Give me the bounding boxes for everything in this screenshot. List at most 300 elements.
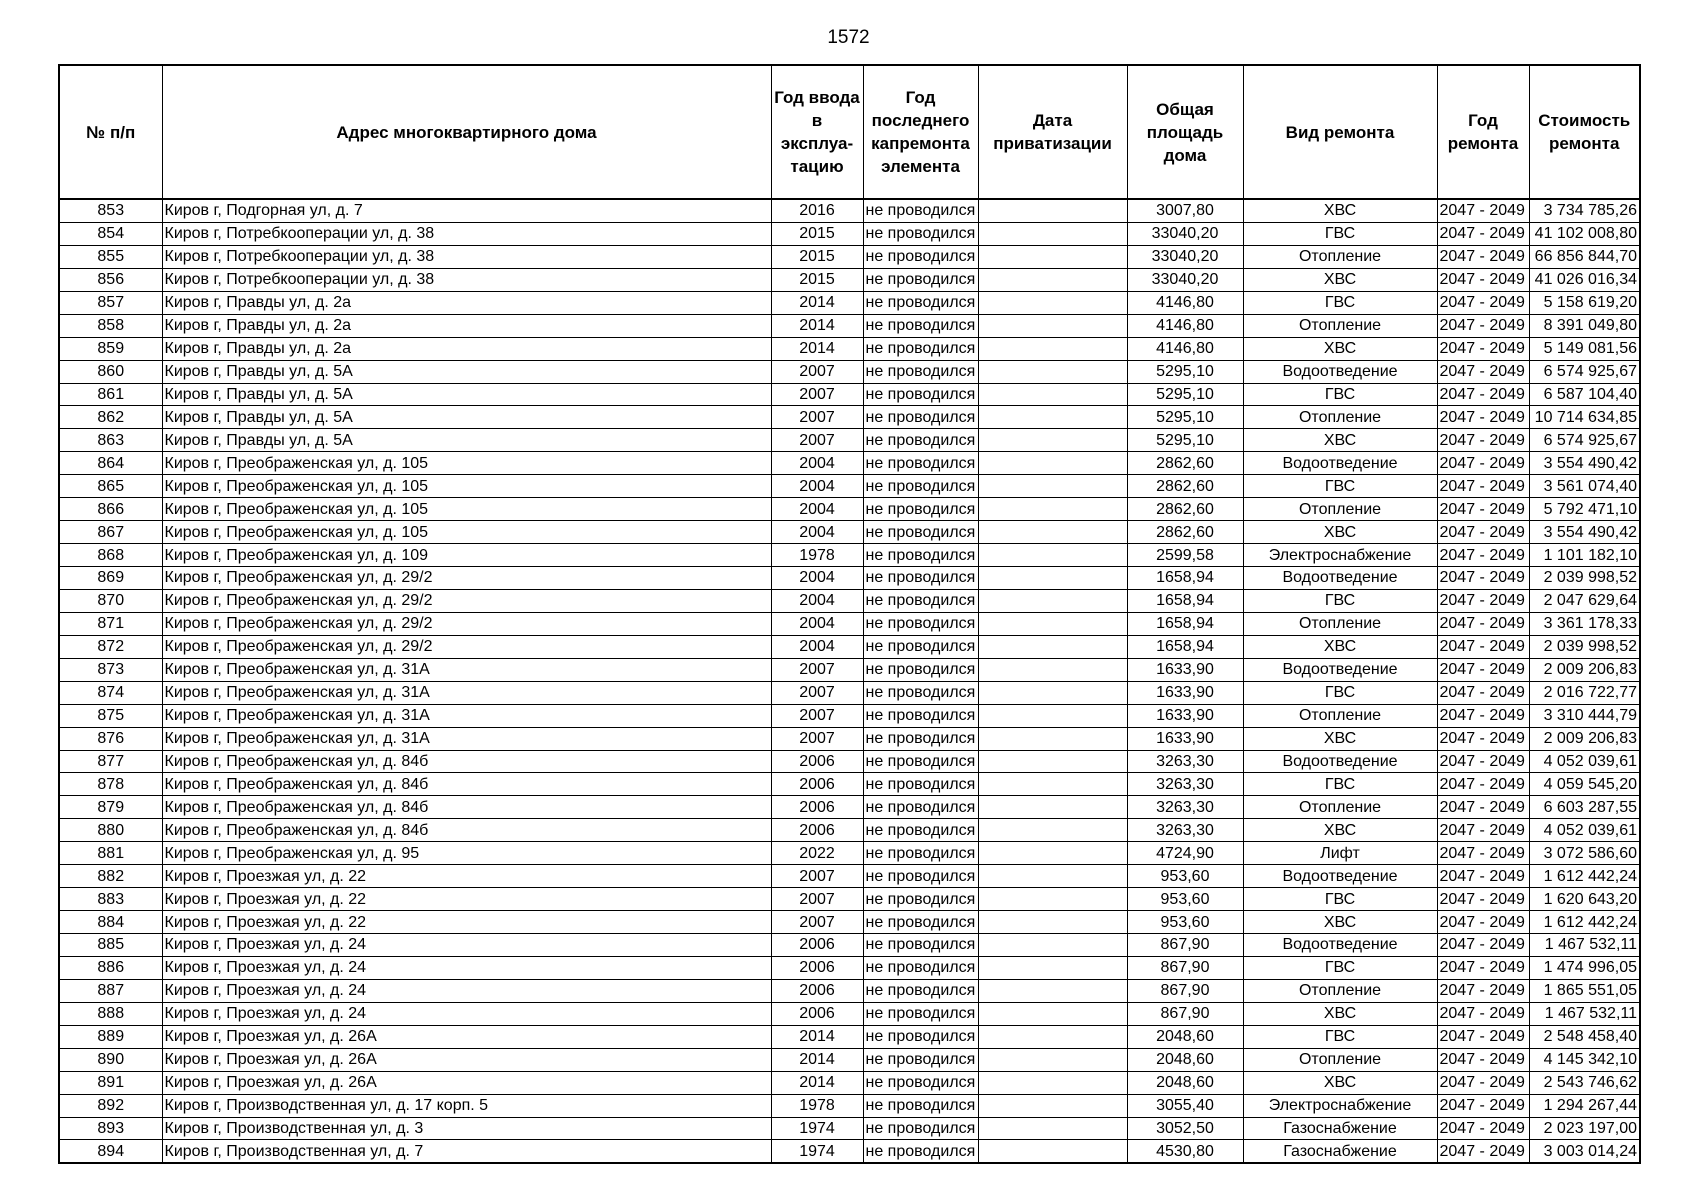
cell-privatization — [978, 796, 1127, 819]
cell-year-built: 1974 — [771, 1140, 863, 1163]
cell-last-repair: не проводился — [863, 658, 978, 681]
cell-address: Киров г, Производственная ул, д. 7 — [162, 1140, 771, 1163]
cell-address: Киров г, Правды ул, д. 2а — [162, 291, 771, 314]
cell-repair-type: Водоотведение — [1243, 934, 1437, 957]
cell-privatization — [978, 1002, 1127, 1025]
cell-cost: 3 310 444,79 — [1529, 704, 1640, 727]
cell-cost: 6 587 104,40 — [1529, 383, 1640, 406]
cell-last-repair: не проводился — [863, 199, 978, 222]
header-year-built: Год ввода в эксплуа-тацию — [771, 65, 863, 199]
cell-last-repair: не проводился — [863, 979, 978, 1002]
cell-repair-type: ХВС — [1243, 429, 1437, 452]
cell-privatization — [978, 1071, 1127, 1094]
cell-cost: 4 145 342,10 — [1529, 1048, 1640, 1071]
cell-num: 868 — [59, 544, 162, 567]
cell-last-repair: не проводился — [863, 704, 978, 727]
cell-cost: 4 052 039,61 — [1529, 750, 1640, 773]
cell-repair-period: 2047 - 2049 — [1437, 268, 1529, 291]
cell-address: Киров г, Проезжая ул, д. 24 — [162, 934, 771, 957]
cell-year-built: 2007 — [771, 704, 863, 727]
cell-area: 2048,60 — [1127, 1048, 1243, 1071]
cell-area: 33040,20 — [1127, 222, 1243, 245]
table-row — [59, 1117, 1640, 1140]
cell-area: 5295,10 — [1127, 383, 1243, 406]
table-row — [59, 612, 1640, 635]
table-row — [59, 589, 1640, 612]
cell-repair-type: ГВС — [1243, 1025, 1437, 1048]
cell-repair-type: ХВС — [1243, 199, 1437, 222]
cell-repair-period: 2047 - 2049 — [1437, 291, 1529, 314]
header-last-repair: Год последнего капремонта элемента — [863, 65, 978, 199]
cell-area: 5295,10 — [1127, 429, 1243, 452]
cell-cost: 1 101 182,10 — [1529, 544, 1640, 567]
cell-address: Киров г, Проезжая ул, д. 22 — [162, 865, 771, 888]
table-row — [59, 681, 1640, 704]
cell-last-repair: не проводился — [863, 452, 978, 475]
cell-cost: 2 047 629,64 — [1529, 589, 1640, 612]
cell-privatization — [978, 498, 1127, 521]
cell-area: 2599,58 — [1127, 544, 1243, 567]
cell-privatization — [978, 704, 1127, 727]
cell-privatization — [978, 819, 1127, 842]
cell-address: Киров г, Преображенская ул, д. 31А — [162, 704, 771, 727]
cell-address: Киров г, Проезжая ул, д. 22 — [162, 888, 771, 911]
cell-repair-type: Отопление — [1243, 979, 1437, 1002]
cell-area: 3055,40 — [1127, 1094, 1243, 1117]
table-row — [59, 222, 1640, 245]
cell-privatization — [978, 337, 1127, 360]
table-row — [59, 1140, 1640, 1163]
cell-area: 867,90 — [1127, 979, 1243, 1002]
cell-address: Киров г, Правды ул, д. 2а — [162, 337, 771, 360]
cell-year-built: 2006 — [771, 750, 863, 773]
cell-cost: 5 149 081,56 — [1529, 337, 1640, 360]
cell-repair-period: 2047 - 2049 — [1437, 589, 1529, 612]
cell-address: Киров г, Производственная ул, д. 3 — [162, 1117, 771, 1140]
cell-num: 890 — [59, 1048, 162, 1071]
cell-num: 874 — [59, 681, 162, 704]
cell-repair-type: Водоотведение — [1243, 750, 1437, 773]
cell-year-built: 2014 — [771, 337, 863, 360]
cell-address: Киров г, Преображенская ул, д. 95 — [162, 842, 771, 865]
cell-address: Киров г, Правды ул, д. 5А — [162, 360, 771, 383]
cell-address: Киров г, Проезжая ул, д. 24 — [162, 956, 771, 979]
table-body — [59, 199, 1640, 1163]
cell-area: 1658,94 — [1127, 612, 1243, 635]
cell-cost: 2 548 458,40 — [1529, 1025, 1640, 1048]
cell-last-repair: не проводился — [863, 383, 978, 406]
cell-repair-type: Газоснабжение — [1243, 1117, 1437, 1140]
cell-repair-period: 2047 - 2049 — [1437, 1048, 1529, 1071]
cell-privatization — [978, 727, 1127, 750]
cell-repair-period: 2047 - 2049 — [1437, 314, 1529, 337]
cell-address: Киров г, Преображенская ул, д. 105 — [162, 475, 771, 498]
cell-year-built: 2007 — [771, 888, 863, 911]
cell-year-built: 2006 — [771, 979, 863, 1002]
cell-address: Киров г, Преображенская ул, д. 29/2 — [162, 589, 771, 612]
cell-year-built: 2007 — [771, 383, 863, 406]
cell-address: Киров г, Правды ул, д. 2а — [162, 314, 771, 337]
cell-repair-period: 2047 - 2049 — [1437, 773, 1529, 796]
table-row — [59, 865, 1640, 888]
cell-repair-type: ХВС — [1243, 727, 1437, 750]
cell-year-built: 2004 — [771, 521, 863, 544]
cell-repair-period: 2047 - 2049 — [1437, 475, 1529, 498]
cell-year-built: 2004 — [771, 635, 863, 658]
cell-address: Киров г, Преображенская ул, д. 84б — [162, 750, 771, 773]
cell-num: 878 — [59, 773, 162, 796]
cell-repair-period: 2047 - 2049 — [1437, 360, 1529, 383]
cell-repair-period: 2047 - 2049 — [1437, 337, 1529, 360]
table-row — [59, 888, 1640, 911]
cell-cost: 1 612 442,24 — [1529, 911, 1640, 934]
cell-cost: 66 856 844,70 — [1529, 245, 1640, 268]
cell-area: 3263,30 — [1127, 819, 1243, 842]
cell-area: 1658,94 — [1127, 567, 1243, 590]
table-row — [59, 521, 1640, 544]
cell-num: 863 — [59, 429, 162, 452]
cell-repair-period: 2047 - 2049 — [1437, 727, 1529, 750]
cell-repair-period: 2047 - 2049 — [1437, 452, 1529, 475]
cell-num: 860 — [59, 360, 162, 383]
cell-num: 875 — [59, 704, 162, 727]
cell-year-built: 2006 — [771, 819, 863, 842]
cell-privatization — [978, 773, 1127, 796]
cell-privatization — [978, 360, 1127, 383]
cell-repair-period: 2047 - 2049 — [1437, 1140, 1529, 1163]
cell-last-repair: не проводился — [863, 291, 978, 314]
cell-year-built: 2014 — [771, 1025, 863, 1048]
cell-repair-type: Отопление — [1243, 406, 1437, 429]
cell-privatization — [978, 750, 1127, 773]
cell-privatization — [978, 383, 1127, 406]
cell-last-repair: не проводился — [863, 612, 978, 635]
cell-cost: 2 016 722,77 — [1529, 681, 1640, 704]
cell-year-built: 2006 — [771, 934, 863, 957]
cell-last-repair: не проводился — [863, 498, 978, 521]
header-repair-year: Год ремонта — [1437, 65, 1529, 199]
cell-repair-type: Отопление — [1243, 796, 1437, 819]
cell-repair-period: 2047 - 2049 — [1437, 956, 1529, 979]
cell-area: 3007,80 — [1127, 199, 1243, 222]
cell-address: Киров г, Преображенская ул, д. 29/2 — [162, 612, 771, 635]
cell-privatization — [978, 658, 1127, 681]
cell-cost: 1 294 267,44 — [1529, 1094, 1640, 1117]
cell-repair-type: Отопление — [1243, 612, 1437, 635]
cell-address: Киров г, Потребкооперации ул, д. 38 — [162, 245, 771, 268]
cell-num: 882 — [59, 865, 162, 888]
cell-cost: 2 039 998,52 — [1529, 567, 1640, 590]
cell-year-built: 2004 — [771, 498, 863, 521]
cell-year-built: 1978 — [771, 1094, 863, 1117]
cell-num: 891 — [59, 1071, 162, 1094]
cell-cost: 2 009 206,83 — [1529, 727, 1640, 750]
cell-cost: 5 158 619,20 — [1529, 291, 1640, 314]
cell-cost: 1 474 996,05 — [1529, 956, 1640, 979]
table-row — [59, 291, 1640, 314]
cell-last-repair: не проводился — [863, 842, 978, 865]
cell-area: 1633,90 — [1127, 704, 1243, 727]
cell-area: 4146,80 — [1127, 337, 1243, 360]
cell-cost: 1 612 442,24 — [1529, 865, 1640, 888]
table-row — [59, 406, 1640, 429]
cell-repair-type: Газоснабжение — [1243, 1140, 1437, 1163]
cell-repair-period: 2047 - 2049 — [1437, 819, 1529, 842]
cell-year-built: 2006 — [771, 773, 863, 796]
cell-last-repair: не проводился — [863, 475, 978, 498]
cell-privatization — [978, 1094, 1127, 1117]
cell-year-built: 2022 — [771, 842, 863, 865]
cell-privatization — [978, 979, 1127, 1002]
cell-privatization — [978, 635, 1127, 658]
cell-repair-period: 2047 - 2049 — [1437, 750, 1529, 773]
table-row — [59, 452, 1640, 475]
cell-year-built: 2004 — [771, 567, 863, 590]
cell-year-built: 1978 — [771, 544, 863, 567]
table-row — [59, 842, 1640, 865]
cell-address: Киров г, Преображенская ул, д. 105 — [162, 498, 771, 521]
cell-last-repair: не проводился — [863, 222, 978, 245]
cell-address: Киров г, Преображенская ул, д. 84б — [162, 819, 771, 842]
cell-last-repair: не проводился — [863, 819, 978, 842]
cell-last-repair: не проводился — [863, 1048, 978, 1071]
cell-last-repair: не проводился — [863, 337, 978, 360]
cell-area: 1633,90 — [1127, 681, 1243, 704]
cell-privatization — [978, 475, 1127, 498]
cell-area: 1658,94 — [1127, 635, 1243, 658]
cell-repair-period: 2047 - 2049 — [1437, 544, 1529, 567]
page-number: 1572 — [827, 27, 870, 48]
cell-year-built: 2016 — [771, 199, 863, 222]
cell-repair-type: ГВС — [1243, 681, 1437, 704]
cell-cost: 6 574 925,67 — [1529, 429, 1640, 452]
table-row — [59, 544, 1640, 567]
cell-repair-period: 2047 - 2049 — [1437, 796, 1529, 819]
cell-num: 889 — [59, 1025, 162, 1048]
cell-repair-type: Водоотведение — [1243, 567, 1437, 590]
cell-address: Киров г, Преображенская ул, д. 29/2 — [162, 567, 771, 590]
cell-num: 892 — [59, 1094, 162, 1117]
cell-cost: 5 792 471,10 — [1529, 498, 1640, 521]
cell-repair-period: 2047 - 2049 — [1437, 979, 1529, 1002]
cell-year-built: 2014 — [771, 1048, 863, 1071]
cell-repair-period: 2047 - 2049 — [1437, 222, 1529, 245]
cell-area: 3263,30 — [1127, 796, 1243, 819]
cell-last-repair: не проводился — [863, 796, 978, 819]
cell-repair-type: ГВС — [1243, 222, 1437, 245]
cell-cost: 1 467 532,11 — [1529, 1002, 1640, 1025]
cell-privatization — [978, 544, 1127, 567]
cell-privatization — [978, 199, 1127, 222]
cell-num: 886 — [59, 956, 162, 979]
cell-num: 862 — [59, 406, 162, 429]
cell-area: 5295,10 — [1127, 360, 1243, 383]
cell-last-repair: не проводился — [863, 406, 978, 429]
cell-repair-type: ХВС — [1243, 819, 1437, 842]
cell-repair-type: ГВС — [1243, 383, 1437, 406]
cell-repair-period: 2047 - 2049 — [1437, 704, 1529, 727]
cell-privatization — [978, 245, 1127, 268]
cell-repair-type: ХВС — [1243, 911, 1437, 934]
cell-num: 856 — [59, 268, 162, 291]
cell-num: 873 — [59, 658, 162, 681]
cell-num: 884 — [59, 911, 162, 934]
cell-area: 4530,80 — [1127, 1140, 1243, 1163]
cell-year-built: 2015 — [771, 245, 863, 268]
cell-privatization — [978, 1025, 1127, 1048]
cell-num: 867 — [59, 521, 162, 544]
cell-repair-type: Лифт — [1243, 842, 1437, 865]
cell-repair-type: Отопление — [1243, 245, 1437, 268]
cell-last-repair: не проводился — [863, 1071, 978, 1094]
cell-cost: 2 039 998,52 — [1529, 635, 1640, 658]
cell-privatization — [978, 589, 1127, 612]
table-row — [59, 383, 1640, 406]
cell-repair-period: 2047 - 2049 — [1437, 199, 1529, 222]
cell-last-repair: не проводился — [863, 956, 978, 979]
cell-num: 859 — [59, 337, 162, 360]
cell-cost: 1 467 532,11 — [1529, 934, 1640, 957]
cell-last-repair: не проводился — [863, 681, 978, 704]
cell-privatization — [978, 314, 1127, 337]
cell-cost: 8 391 049,80 — [1529, 314, 1640, 337]
cell-num: 855 — [59, 245, 162, 268]
cell-repair-period: 2047 - 2049 — [1437, 612, 1529, 635]
cell-num: 894 — [59, 1140, 162, 1163]
cell-privatization — [978, 888, 1127, 911]
cell-repair-type: Водоотведение — [1243, 865, 1437, 888]
cell-area: 953,60 — [1127, 888, 1243, 911]
cell-privatization — [978, 291, 1127, 314]
cell-repair-period: 2047 - 2049 — [1437, 245, 1529, 268]
cell-area: 33040,20 — [1127, 268, 1243, 291]
cell-last-repair: не проводился — [863, 245, 978, 268]
cell-last-repair: не проводился — [863, 521, 978, 544]
cell-last-repair: не проводился — [863, 773, 978, 796]
table-row — [59, 429, 1640, 452]
cell-year-built: 2007 — [771, 681, 863, 704]
cell-area: 33040,20 — [1127, 245, 1243, 268]
cell-num: 865 — [59, 475, 162, 498]
cell-last-repair: не проводился — [863, 727, 978, 750]
cell-repair-period: 2047 - 2049 — [1437, 842, 1529, 865]
header-address: Адрес многоквартирного дома — [162, 65, 771, 199]
cell-year-built: 2007 — [771, 727, 863, 750]
table-row — [59, 979, 1640, 1002]
cell-area: 867,90 — [1127, 934, 1243, 957]
cell-last-repair: не проводился — [863, 1094, 978, 1117]
header-cost: Стоимость ремонта — [1529, 65, 1640, 199]
cell-repair-type: ГВС — [1243, 475, 1437, 498]
table-row — [59, 1002, 1640, 1025]
cell-last-repair: не проводился — [863, 429, 978, 452]
cell-area: 5295,10 — [1127, 406, 1243, 429]
cell-repair-period: 2047 - 2049 — [1437, 681, 1529, 704]
cell-repair-type: ГВС — [1243, 291, 1437, 314]
cell-cost: 1 865 551,05 — [1529, 979, 1640, 1002]
table-row — [59, 1094, 1640, 1117]
cell-privatization — [978, 222, 1127, 245]
cell-address: Киров г, Преображенская ул, д. 84б — [162, 796, 771, 819]
cell-last-repair: не проводился — [863, 589, 978, 612]
cell-area: 2862,60 — [1127, 521, 1243, 544]
cell-area: 2862,60 — [1127, 452, 1243, 475]
cell-last-repair: не проводился — [863, 1025, 978, 1048]
cell-address: Киров г, Проезжая ул, д. 24 — [162, 1002, 771, 1025]
table-row — [59, 498, 1640, 521]
cell-cost: 2 543 746,62 — [1529, 1071, 1640, 1094]
cell-repair-period: 2047 - 2049 — [1437, 865, 1529, 888]
cell-address: Киров г, Преображенская ул, д. 31А — [162, 727, 771, 750]
cell-repair-type: Водоотведение — [1243, 658, 1437, 681]
table-header — [59, 65, 1640, 199]
header-repair-type: Вид ремонта — [1243, 65, 1437, 199]
cell-num: 876 — [59, 727, 162, 750]
cell-address: Киров г, Проезжая ул, д. 26А — [162, 1048, 771, 1071]
table-row — [59, 658, 1640, 681]
cell-year-built: 2004 — [771, 589, 863, 612]
table-row — [59, 934, 1640, 957]
cell-area: 953,60 — [1127, 865, 1243, 888]
cell-cost: 3 361 178,33 — [1529, 612, 1640, 635]
cell-cost: 6 603 287,55 — [1529, 796, 1640, 819]
cell-privatization — [978, 612, 1127, 635]
cell-area: 4146,80 — [1127, 291, 1243, 314]
table-row — [59, 1048, 1640, 1071]
cell-area: 867,90 — [1127, 1002, 1243, 1025]
cell-last-repair: не проводился — [863, 888, 978, 911]
cell-year-built: 2015 — [771, 268, 863, 291]
cell-privatization — [978, 452, 1127, 475]
cell-address: Киров г, Правды ул, д. 5А — [162, 429, 771, 452]
cell-address: Киров г, Преображенская ул, д. 84б — [162, 773, 771, 796]
cell-repair-period: 2047 - 2049 — [1437, 521, 1529, 544]
cell-area: 953,60 — [1127, 911, 1243, 934]
cell-num: 888 — [59, 1002, 162, 1025]
cell-repair-type: ХВС — [1243, 1071, 1437, 1094]
cell-num: 870 — [59, 589, 162, 612]
cell-last-repair: не проводился — [863, 567, 978, 590]
header-area: Общая площадь дома — [1127, 65, 1243, 199]
cell-year-built: 2014 — [771, 291, 863, 314]
cell-repair-type: ГВС — [1243, 956, 1437, 979]
cell-privatization — [978, 1117, 1127, 1140]
table-row — [59, 750, 1640, 773]
cell-repair-type: Отопление — [1243, 314, 1437, 337]
cell-repair-period: 2047 - 2049 — [1437, 1094, 1529, 1117]
cell-repair-period: 2047 - 2049 — [1437, 498, 1529, 521]
repair-registry-table — [58, 64, 1641, 1164]
cell-address: Киров г, Проезжая ул, д. 26А — [162, 1071, 771, 1094]
cell-area: 1658,94 — [1127, 589, 1243, 612]
cell-num: 883 — [59, 888, 162, 911]
cell-repair-period: 2047 - 2049 — [1437, 1025, 1529, 1048]
header-num: № п/п — [59, 65, 162, 199]
table-row — [59, 314, 1640, 337]
cell-num: 880 — [59, 819, 162, 842]
cell-repair-period: 2047 - 2049 — [1437, 888, 1529, 911]
cell-cost: 3 734 785,26 — [1529, 199, 1640, 222]
cell-privatization — [978, 934, 1127, 957]
cell-address: Киров г, Проезжая ул, д. 22 — [162, 911, 771, 934]
cell-privatization — [978, 911, 1127, 934]
table-row — [59, 796, 1640, 819]
cell-area: 867,90 — [1127, 956, 1243, 979]
cell-year-built: 2015 — [771, 222, 863, 245]
cell-repair-period: 2047 - 2049 — [1437, 567, 1529, 590]
cell-year-built: 2006 — [771, 956, 863, 979]
cell-cost: 2 009 206,83 — [1529, 658, 1640, 681]
